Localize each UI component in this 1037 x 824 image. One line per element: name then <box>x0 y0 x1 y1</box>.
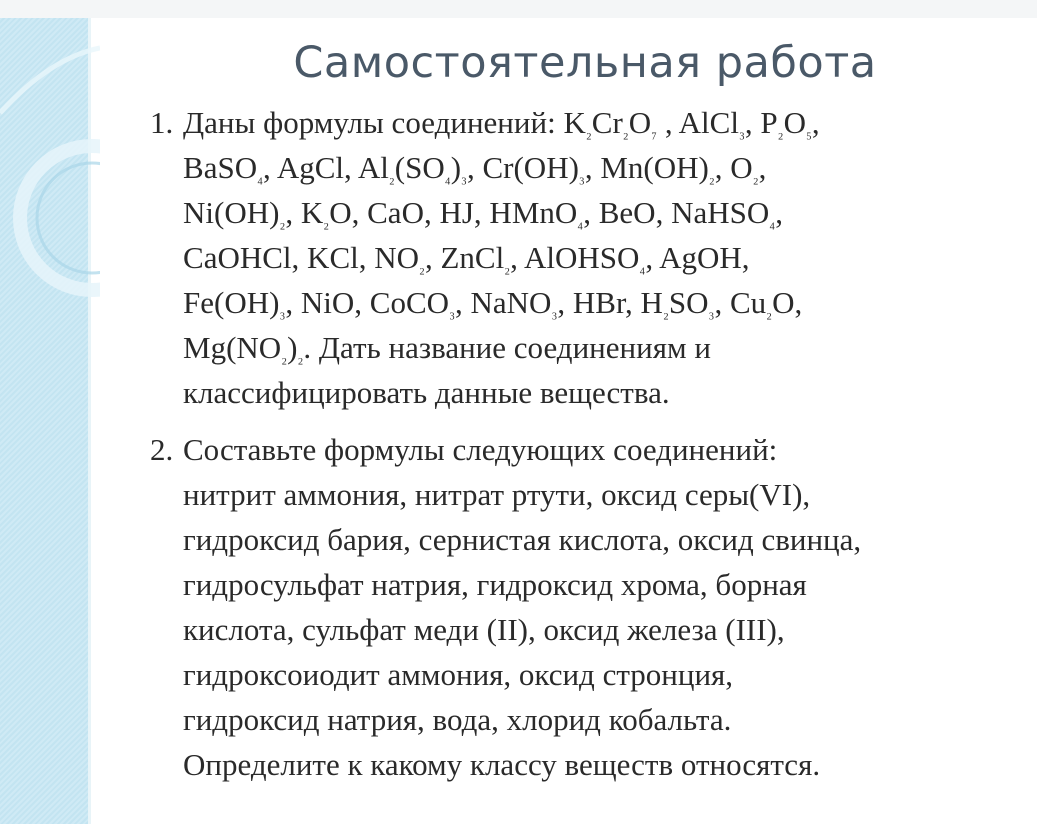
task1-line: Даны формулы соединений: K₂Cr₂O₇ , AlCl₃, P₂O₅, <box>183 105 820 140</box>
task1-line: Mg(NO₂)₂. Дать название соединениям и <box>183 330 711 365</box>
task2-line: гидросульфат натрия, гидроксид хрома, борная <box>183 567 807 602</box>
task-number-2: 2. <box>150 432 174 467</box>
task1-line: Fe(OH)₃, NiO, CoCO₃, NaNO₃, HBr, H₂SO₃, Cu₂O, <box>183 285 803 320</box>
decorative-circles <box>0 18 100 318</box>
task1-line: классифицировать данные вещества. <box>183 375 670 410</box>
task1-line: BaSO₄, AgCl, Al₂(SO₄)₃, Cr(OH)₃, Mn(OH)₂, O₂, <box>183 150 767 185</box>
task2-line: Определите к какому классу веществ относятся. <box>183 747 821 782</box>
deco-circle-inner <box>37 163 100 273</box>
deco-arc <box>0 48 100 113</box>
task2-line: Составьте формулы следующих соединений: <box>183 432 778 467</box>
task-item-2 <box>150 427 1020 787</box>
task-list <box>150 100 1020 787</box>
deco-circle-outer <box>20 146 100 290</box>
task1-line: Ni(OH)₂, K₂O, CaO, HJ, HMnO₄, BeO, NaHSO₄, <box>183 195 783 230</box>
top-strip <box>0 0 1037 18</box>
task2-line: гидроксид натрия, вода, хлорид кобальта. <box>183 702 732 737</box>
task2-line: кислота, сульфат меди (II), оксид железа (III), <box>183 612 785 647</box>
task1-line: CaOHCl, KCl, NO₂, ZnCl₂, AlOHSO₄, AgOH, <box>183 240 750 275</box>
task2-line: гидроксид бария, сернистая кислота, оксид свинца, <box>183 522 862 557</box>
task-number-1: 1. <box>150 105 174 140</box>
task2-line: нитрит аммония, нитрат ртути, оксид серы(VI), <box>183 477 811 512</box>
task-item-1 <box>150 100 1020 415</box>
task2-line: гидроксоиодит аммония, оксид стронция, <box>183 657 734 692</box>
slide-title: Самостоятельная работа <box>293 38 877 88</box>
